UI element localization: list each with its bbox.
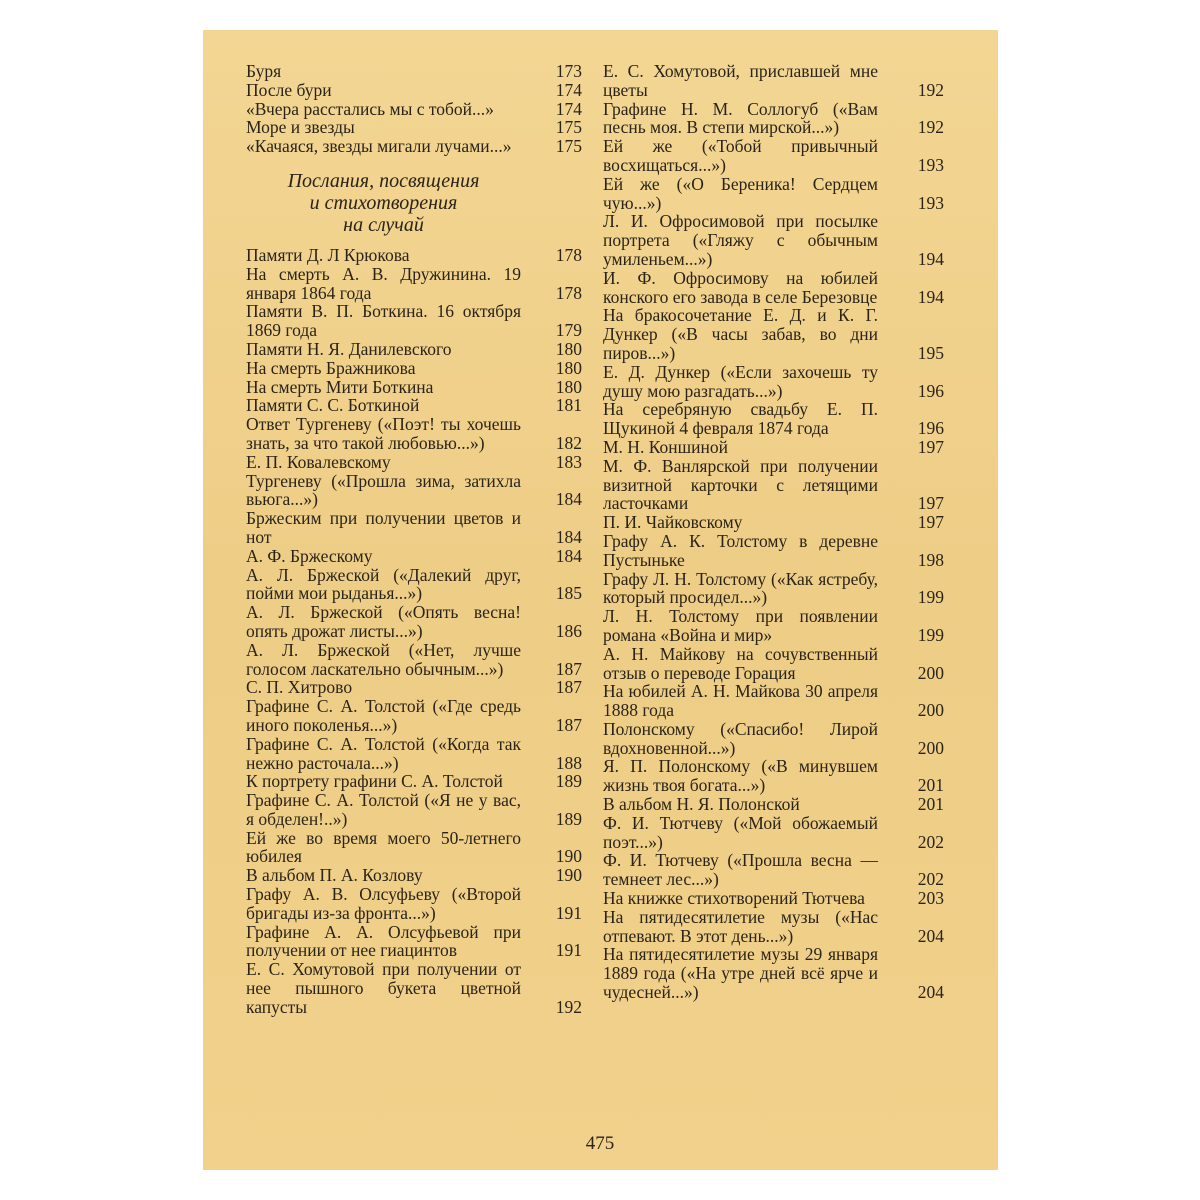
toc-entry-title: М. Н. Коншиной	[603, 436, 728, 457]
toc-entry	[246, 829, 582, 867]
toc-entry	[603, 269, 944, 307]
section-heading-line: Послания, посвящения	[287, 169, 480, 192]
toc-entry	[246, 396, 582, 415]
toc-entry-page: 174	[555, 98, 582, 119]
toc-entry	[246, 453, 582, 472]
toc-entry-page: 201	[917, 794, 944, 815]
toc-entry	[246, 866, 582, 885]
toc-entry-page: 189	[555, 771, 582, 792]
toc-entry	[246, 547, 582, 566]
toc-entry	[246, 378, 582, 397]
toc-entry-title: Памяти Д. Л Крюкова	[246, 244, 410, 265]
toc-entry	[603, 645, 944, 683]
toc-entry	[246, 137, 582, 156]
toc-entry-page: 196	[917, 418, 944, 439]
toc-entry-title: Ф. И. Тютчеву («Прошла весна — темнеет лес...»)	[603, 850, 878, 890]
toc-entry-title: Ответ Тургеневу («Поэт! ты хочешь знать, за что такой любовью...»)	[246, 414, 521, 453]
toc-entry-title: Памяти В. П. Боткина. 16 октября 1869 года	[246, 301, 521, 341]
toc-entry-title: В альбом П. А. Козлову	[246, 865, 423, 886]
toc-entry-title: На смерть Бражникова	[246, 357, 416, 378]
toc-entry-page: 178	[555, 244, 582, 265]
toc-entry-page: 184	[555, 489, 582, 510]
toc-entry	[246, 472, 582, 510]
toc-entry-page: 195	[917, 342, 944, 363]
toc-entry-title: Ей же («Тобой привычный восхищаться...»)	[603, 136, 878, 175]
toc-entry-page: 203	[917, 888, 944, 909]
toc-entry	[603, 513, 944, 532]
toc-entry-page: 194	[917, 248, 944, 269]
toc-entry-page: 192	[555, 996, 582, 1017]
section-heading-line: и стихотворения	[309, 191, 458, 214]
toc-entry	[603, 607, 944, 645]
toc-entry	[603, 814, 944, 852]
toc-entry-title: «Качаяся, звезды мигали лучами...»	[246, 136, 512, 157]
section-heading	[246, 170, 521, 236]
toc-entry-title: Графине Н. М. Соллогуб («Вам песнь моя. В степи мирской...»)	[603, 98, 878, 138]
toc-entry-title: Л. И. Офросимовой при посылке портрета («Гляжу с обычным умиленьем...»)	[603, 211, 878, 269]
toc-entry	[603, 438, 944, 457]
toc-entry-page: 180	[555, 357, 582, 378]
toc-entry	[246, 265, 582, 303]
toc-entry	[603, 889, 944, 908]
toc-entry-page: 197	[917, 436, 944, 457]
toc-entry	[603, 945, 944, 1001]
toc-list-left-top	[246, 62, 582, 156]
toc-entry-title: На серебряную свадьбу Е. П. Щукиной 4 февраля 1874 года	[603, 399, 878, 439]
toc-entry-title: Л. Н. Толстому при появлении романа «Война и мир»	[603, 606, 878, 645]
toc-entry	[603, 212, 944, 268]
toc-entry-page: 198	[917, 549, 944, 570]
toc-entry-title: После бури	[246, 79, 332, 100]
toc-entry-title: А. Л. Бржеской («Нет, лучше голосом ласкательно обычным...»)	[246, 639, 521, 679]
toc-list-left-bottom	[246, 246, 582, 1017]
toc-entry-page: 190	[555, 865, 582, 886]
toc-entry-page: 188	[555, 752, 582, 773]
toc-entry-title: Ф. И. Тютчеву («Мой обожаемый поэт...»)	[603, 812, 878, 852]
toc-entry-page: 187	[555, 658, 582, 679]
toc-entry	[246, 791, 582, 829]
toc-entry-page: 187	[555, 677, 582, 698]
toc-entry	[246, 246, 582, 265]
toc-entry-title: Графу Л. Н. Толстому («Как ястребу, который просидел...»)	[603, 568, 878, 608]
toc-entry-title: А. Ф. Бржескому	[246, 545, 373, 566]
toc-entry	[246, 885, 582, 923]
toc-entry-page: 201	[917, 775, 944, 796]
toc-entry	[603, 62, 944, 100]
page-number: 475	[585, 1133, 615, 1154]
toc-entry-title: Графине С. А. Толстой («Я не у вас, я обделен!..»)	[246, 790, 521, 829]
toc-entry	[603, 306, 944, 362]
toc-entry-title: Полонскому («Спасибо! Лирой вдохновенной...»)	[603, 718, 878, 758]
toc-entry-page: 178	[555, 282, 582, 303]
toc-entry	[246, 340, 582, 359]
toc-entry-page: 173	[555, 61, 582, 81]
toc-entry-title: Тургеневу («Прошла зима, затихла вьюга...»)	[246, 470, 521, 510]
toc-entry-title: И. Ф. Офросимову на юбилей конского его завода в селе Березовце	[603, 267, 878, 307]
toc-entry-page: 192	[917, 79, 944, 100]
toc-entry-title: На пятидесятилетие музы («Нас отпевают. В этот день...»)	[603, 906, 878, 946]
toc-entry-page: 185	[555, 583, 582, 604]
toc-entry	[246, 509, 582, 547]
toc-entry	[246, 603, 582, 641]
toc-entry-title: Е. С. Хомутовой при получении от нее пышного букета цветной капусты	[246, 959, 521, 1017]
toc-entry-title: Е. Д. Дункер («Если захочешь ту душу мою разгадать...»)	[603, 361, 878, 401]
toc-entry	[603, 682, 944, 720]
toc-entry-title: Е. С. Хомутовой, приславшей мне цветы	[603, 61, 878, 100]
toc-entry-page: 199	[917, 624, 944, 645]
toc-entry-title: К портрету графини С. А. Толстой	[246, 771, 503, 792]
toc-entry-page: 200	[917, 662, 944, 683]
toc-entry-title: Графине А. А. Олсуфьевой при получении от нее гиацинтов	[246, 921, 521, 961]
toc-entry	[603, 720, 944, 758]
toc-entry-page: 175	[555, 117, 582, 138]
toc-entry-title: Бржеским при получении цветов и нот	[246, 508, 521, 547]
toc-entry-page: 180	[555, 376, 582, 397]
toc-entry-title: Графу А. К. Толстому в деревне Пустыньке	[603, 530, 878, 570]
toc-entry	[246, 100, 582, 119]
toc-entry	[246, 735, 582, 773]
toc-entry	[246, 302, 582, 340]
toc-entry-page: 194	[917, 286, 944, 307]
toc-entry-title: Я. П. Полонскому («В минувшем жизнь твоя богата...»)	[603, 756, 878, 796]
toc-entry-page: 193	[917, 154, 944, 175]
toc-entry-page: 199	[917, 587, 944, 608]
toc-entry-page: 196	[917, 380, 944, 401]
toc-entry-title: Ей же во время моего 50-летнего юбилея	[246, 827, 521, 867]
toc-entry	[246, 118, 582, 137]
toc-entry	[246, 678, 582, 697]
toc-entry-page: 189	[555, 808, 582, 829]
toc-entry-page: 187	[555, 714, 582, 735]
toc-entry	[246, 960, 582, 1016]
toc-entry	[246, 415, 582, 453]
toc-entry	[603, 757, 944, 795]
toc-entry-title: А. Н. Майкову на сочувственный отзыв о переводе Горация	[603, 643, 878, 683]
toc-entry	[603, 363, 944, 401]
toc-entry-page: 200	[917, 737, 944, 758]
section-heading-line: на случай	[343, 213, 424, 236]
toc-entry-page: 204	[917, 982, 944, 1003]
toc-entry	[246, 697, 582, 735]
toc-entry-title: А. Л. Бржеской («Опять весна! опять дрожат листы...»)	[246, 602, 521, 641]
toc-entry-page: 197	[917, 512, 944, 533]
toc-entry	[603, 400, 944, 438]
toc-entry-title: Графине С. А. Толстой («Когда так нежно расточала...»)	[246, 733, 521, 773]
toc-entry-page: 186	[555, 620, 582, 641]
toc-entry-page: 190	[555, 846, 582, 867]
toc-entry-page: 200	[917, 700, 944, 721]
toc-entry-title: Ей же («О Береника! Сердцем чую...»)	[603, 173, 878, 213]
toc-entry-title: М. Ф. Ванлярской при получении визитной карточки с летящими ласточками	[603, 455, 878, 514]
toc-entry-page: 184	[555, 526, 582, 547]
toc-entry-title: А. Л. Бржеской («Далекий друг, пойми мои рыданья...»)	[246, 564, 521, 604]
toc-entry	[603, 570, 944, 608]
toc-entry-title: Графу А. В. Олсуфьеву («Второй бригады из-за фронта...»)	[246, 884, 521, 923]
toc-entry	[246, 359, 582, 378]
toc-entry	[246, 566, 582, 604]
toc-entry-page: 184	[555, 545, 582, 566]
toc-entry-title: Море и звезды	[246, 117, 355, 138]
toc-entry	[246, 923, 582, 961]
toc-entry	[603, 175, 944, 213]
toc-entry	[603, 532, 944, 570]
toc-entry-title: Графине С. А. Толстой («Где средь иного поколенья...»)	[246, 696, 521, 735]
toc-entry-title: На бракосочетание Е. Д. и К. Г. Дункер («В часы забав, во дни пиров...»)	[603, 305, 878, 363]
toc-entry	[246, 772, 582, 791]
toc-entry	[246, 641, 582, 679]
toc-entry-page: 202	[917, 831, 944, 852]
toc-entry-page: 179	[555, 320, 582, 341]
toc-entry-title: На книжке стихотворений Тютчева	[603, 888, 865, 909]
toc-entry	[603, 457, 944, 513]
toc-entry-page: 191	[555, 940, 582, 961]
toc-column-left	[246, 62, 582, 1017]
toc-entry-page: 202	[917, 869, 944, 890]
toc-entry-title: На юбилей А. Н. Майкова 30 апреля 1888 года	[603, 681, 878, 721]
toc-column-right	[603, 62, 944, 1002]
toc-entry-title: Памяти С. С. Боткиной	[246, 395, 420, 416]
toc-entry-title: «Вчера расстались мы с тобой...»	[246, 98, 494, 119]
toc-entry-title: На пятидесятилетие музы 29 января 1889 года («На утре дней всё ярче и чудесней...»)	[603, 944, 878, 1003]
toc-entry-title: На смерть А. В. Дружинина. 19 января 1864 года	[246, 263, 521, 303]
toc-entry-title: Буря	[246, 61, 282, 81]
toc-entry-page: 193	[917, 192, 944, 213]
toc-entry	[246, 81, 582, 100]
toc-entry	[603, 795, 944, 814]
toc-entry	[603, 137, 944, 175]
toc-entry-page: 192	[917, 117, 944, 138]
toc-entry-page: 183	[555, 451, 582, 472]
toc-entry-page: 180	[555, 338, 582, 359]
toc-entry	[603, 908, 944, 946]
toc-entry-page: 182	[555, 432, 582, 453]
toc-entry	[246, 62, 582, 81]
toc-entry	[603, 100, 944, 138]
toc-entry-page: 197	[917, 493, 944, 514]
toc-entry-title: С. П. Хитрово	[246, 677, 353, 698]
toc-entry-page: 175	[555, 136, 582, 157]
toc-entry-title: П. И. Чайковскому	[603, 512, 743, 533]
toc-entry	[603, 851, 944, 889]
toc-entry-title: На смерть Мити Боткина	[246, 376, 434, 397]
toc-entry-title: Памяти Н. Я. Данилевского	[246, 338, 452, 359]
toc-entry-title: В альбом Н. Я. Полонской	[603, 794, 800, 815]
toc-list-right	[603, 62, 944, 1002]
toc-entry-title: Е. П. Ковалевскому	[246, 451, 391, 472]
toc-entry-page: 181	[555, 395, 582, 416]
toc-entry-page: 204	[917, 925, 944, 946]
toc-entry-page: 191	[555, 902, 582, 923]
toc-entry-page: 174	[555, 79, 582, 100]
